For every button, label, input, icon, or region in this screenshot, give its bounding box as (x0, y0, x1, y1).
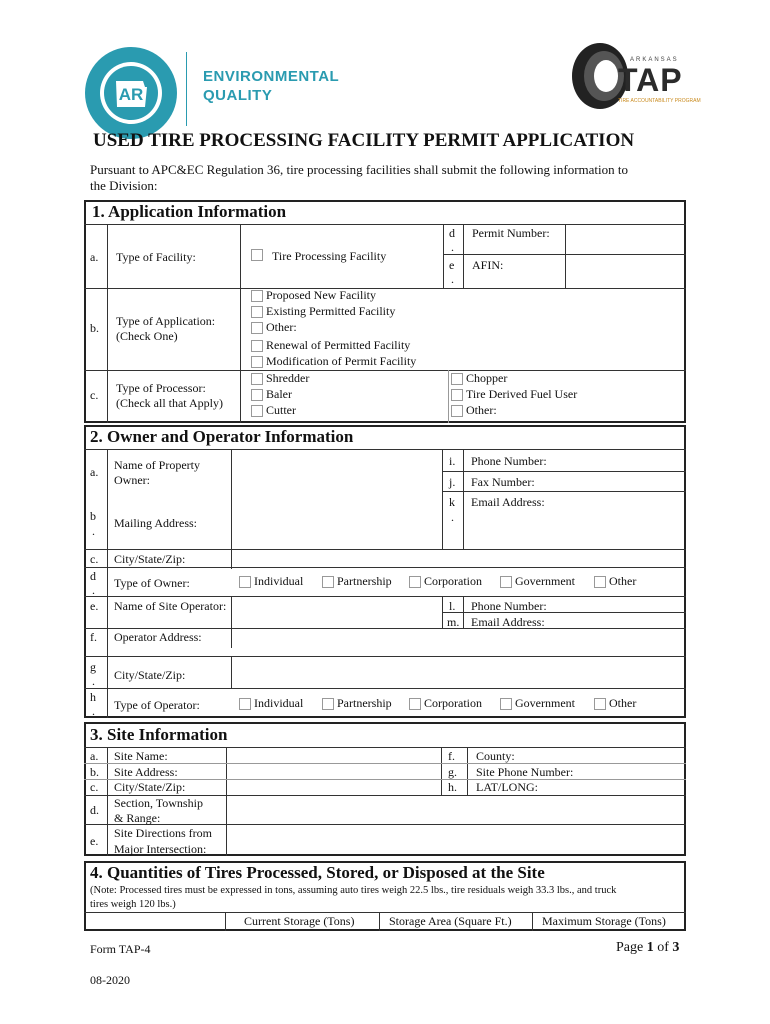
s3-right-letter-0: f. (448, 749, 455, 763)
section1-heading: 1. Application Information (92, 202, 287, 221)
tap-logo-title: TAP (618, 62, 683, 98)
s2-m-letter: m. (447, 615, 460, 629)
s3-directions-label-1: Site Directions from (114, 826, 212, 840)
section3-heading: 3. Site Information (90, 725, 228, 744)
footer-page-total: 3 (672, 940, 680, 955)
s2-owner-type-1-label: Partnership (337, 574, 392, 588)
s2-owner-name-label-2: Owner: (114, 473, 150, 487)
s1-processor-right-2-checkbox[interactable] (451, 405, 463, 417)
s4-col-current-storage: Current Storage (Tons) (244, 914, 355, 928)
s1-application-option-4-checkbox[interactable] (251, 356, 263, 368)
s4-col-max-storage: Maximum Storage (Tons) (542, 914, 666, 928)
s1-processor-left-2-checkbox[interactable] (251, 405, 263, 417)
s1-facility-type-checkbox[interactable] (251, 249, 263, 261)
s1-processor-left-2-label: Cutter (266, 403, 296, 417)
tap-logo-state: ARKANSAS (630, 57, 679, 63)
s2-h-letter-dot: . (92, 704, 95, 718)
s2-e-letter: e. (90, 599, 99, 613)
s1-application-option-3-label: Renewal of Permitted Facility (266, 338, 411, 352)
deq-seal-logo (83, 45, 179, 141)
dept-name-line1: ENVIRONMENTAL (203, 68, 340, 85)
s1-processor-left-1-label: Baler (266, 387, 292, 401)
s2-i-letter: i. (449, 454, 456, 468)
s4-note-line-1: (Note: Processed tires must be expressed in tons, assuming auto tires weigh 22.5 lbs., tire residuals weigh 33.3 lbs., and truck (90, 885, 617, 896)
s1-application-type-label-1: Type of Application: (116, 314, 216, 328)
footer-page-of: of (657, 940, 669, 955)
s2-k-letter-dot: . (451, 510, 454, 524)
s4-col-storage-area: Storage Area (Square Ft.) (389, 914, 512, 928)
s1-application-option-1-checkbox[interactable] (251, 306, 263, 318)
s2-operator-type-2-label: Corporation (424, 696, 482, 710)
s2-h-letter: h (90, 690, 96, 704)
logo-divider (186, 52, 187, 126)
s2-operator-type-2-checkbox[interactable] (409, 698, 421, 710)
s2-owner-name-label-1: Name of Property (114, 458, 200, 472)
s1-afin-field[interactable] (566, 255, 684, 287)
s1-processor-right-0-checkbox[interactable] (451, 373, 463, 385)
s1-b-letter: b. (90, 321, 99, 335)
s2-b-letter-dot: . (92, 524, 95, 538)
s2-operator-city-label: City/State/Zip: (114, 668, 186, 682)
intro-line-1: Pursuant to APC&EC Regulation 36, tire processing facilities shall submit the following information to (90, 162, 629, 177)
s2-owner-type-4-checkbox[interactable] (594, 576, 606, 588)
s2-owner-email-label: Email Address: (471, 495, 545, 509)
footer-page-current: 1 (646, 940, 654, 955)
s2-f-letter: f. (90, 630, 97, 644)
s3-right-letter-1: g. (448, 765, 457, 779)
s2-operator-type-4-label: Other (609, 696, 637, 710)
s1-application-option-3-checkbox[interactable] (251, 340, 263, 352)
s2-owner-type-3-checkbox[interactable] (500, 576, 512, 588)
s3-right-label-0: County: (476, 749, 515, 763)
s3-left-letter-0: a. (90, 749, 99, 763)
s2-owner-phone-label: Phone Number: (471, 454, 547, 468)
s1-permit-number-field[interactable] (566, 225, 684, 253)
tap-logo-subtitle: TIRE ACCOUNTABILITY PROGRAM (618, 98, 701, 104)
s2-operator-type-label: Type of Operator: (114, 698, 200, 712)
s3-right-letter-2: h. (448, 780, 457, 794)
s1-application-option-2-checkbox[interactable] (251, 322, 263, 334)
s3-section-township-label-1: Section, Township (114, 796, 203, 810)
s2-owner-type-0-label: Individual (254, 574, 304, 588)
s1-processor-right-0-label: Chopper (466, 371, 508, 385)
s2-operator-type-4-checkbox[interactable] (594, 698, 606, 710)
s3-left-label-0: Site Name: (114, 749, 168, 763)
s2-owner-name-field[interactable] (232, 450, 441, 498)
s1-c-letter: c. (90, 388, 99, 402)
footer-page-number (616, 940, 679, 956)
s2-owner-type-4-label: Other (609, 574, 637, 588)
s3-left-letter-2: c. (90, 780, 99, 794)
s1-permit-number-label: Permit Number: (472, 226, 550, 240)
s1-processor-type-label-2: (Check all that Apply) (116, 396, 223, 410)
s3-right-label-1: Site Phone Number: (476, 765, 574, 779)
s3-left-label-2: City/State/Zip: (114, 780, 186, 794)
s2-a-letter: a. (90, 465, 99, 479)
s2-d-letter-dot: . (92, 583, 95, 597)
s2-owner-type-1-checkbox[interactable] (322, 576, 334, 588)
s2-owner-fax-label: Fax Number: (471, 475, 535, 489)
s2-operator-type-1-checkbox[interactable] (322, 698, 334, 710)
s3-right-label-2: LAT/LONG: (476, 780, 538, 794)
s1-processor-left-0-checkbox[interactable] (251, 373, 263, 385)
s1-d-letter-dot: . (451, 240, 454, 254)
svg-text:AR: AR (118, 85, 144, 104)
s2-g-letter: g (90, 660, 96, 674)
s1-facility-type-label: Type of Facility: (116, 250, 196, 264)
s1-application-option-0-checkbox[interactable] (251, 290, 263, 302)
footer-form-number: Form TAP-4 (90, 942, 151, 956)
s2-operator-address-label: Operator Address: (114, 630, 202, 644)
s2-operator-type-0-checkbox[interactable] (239, 698, 251, 710)
s2-owner-type-2-label: Corporation (424, 574, 482, 588)
s2-owner-type-label: Type of Owner: (114, 576, 190, 590)
s2-c-letter: c. (90, 552, 99, 566)
s3-directions-label-2: Major Intersection: (114, 842, 207, 856)
s2-owner-type-2-checkbox[interactable] (409, 576, 421, 588)
s1-d-letter: d (449, 226, 455, 240)
section2-heading: 2. Owner and Operator Information (90, 427, 354, 446)
s1-facility-type-option: Tire Processing Facility (272, 249, 387, 263)
s2-mailing-address-field[interactable] (232, 500, 441, 548)
s2-b-letter: b (90, 509, 96, 523)
s2-operator-name-label: Name of Site Operator: (114, 599, 227, 613)
s2-operator-type-1-label: Partnership (337, 696, 392, 710)
s2-operator-type-3-label: Government (515, 696, 575, 710)
s2-owner-city-label: City/State/Zip: (114, 552, 186, 566)
s1-application-option-0-label: Proposed New Facility (266, 288, 376, 302)
s2-k-letter: k (449, 495, 455, 509)
s3-section-township-label-2: & Range: (114, 811, 161, 825)
s2-l-letter: l. (449, 599, 456, 613)
s3-left-label-1: Site Address: (114, 765, 178, 779)
s2-owner-type-3-label: Government (515, 574, 575, 588)
s2-operator-type-3-checkbox[interactable] (500, 698, 512, 710)
s2-operator-email-label: Email Address: (471, 615, 545, 629)
s1-afin-label: AFIN: (472, 258, 504, 272)
s1-application-option-4-label: Modification of Permit Facility (266, 354, 417, 368)
s2-mailing-address-label: Mailing Address: (114, 516, 197, 530)
s1-e-letter: e (449, 258, 455, 272)
dept-name-line2: QUALITY (203, 87, 273, 104)
s1-a-letter: a. (90, 250, 99, 264)
s3-left-letter-1: b. (90, 765, 99, 779)
footer-date: 08-2020 (90, 973, 130, 987)
s1-processor-type-label-1: Type of Processor: (116, 381, 206, 395)
page-title: USED TIRE PROCESSING FACILITY PERMIT APPLICATION (93, 130, 635, 151)
s2-operator-type-0-label: Individual (254, 696, 304, 710)
section4-heading: 4. Quantities of Tires Processed, Stored, or Disposed at the Site (90, 863, 545, 882)
s1-processor-right-1-label: Tire Derived Fuel User (466, 387, 578, 401)
s4-note-line-2: tires weigh 120 lbs.) (90, 899, 176, 910)
s1-processor-right-2-label: Other: (466, 403, 497, 417)
s2-d-letter: d (90, 569, 96, 583)
s1-processor-left-0-label: Shredder (266, 371, 310, 385)
s1-application-option-2-label: Other: (266, 320, 297, 334)
s1-e-letter-dot: . (451, 272, 454, 286)
s1-processor-left-1-checkbox[interactable] (251, 389, 263, 401)
footer-page-word: Page (616, 940, 644, 955)
s3-d-letter: d. (90, 803, 99, 817)
s2-owner-type-0-checkbox[interactable] (239, 576, 251, 588)
s2-operator-phone-label: Phone Number: (471, 599, 547, 613)
s1-application-type-label-2: (Check One) (116, 329, 178, 343)
s2-g-letter-dot: . (92, 674, 95, 688)
s1-processor-right-1-checkbox[interactable] (451, 389, 463, 401)
s3-e-letter: e. (90, 834, 99, 848)
intro-line-2: the Division: (90, 178, 158, 193)
s1-application-option-1-label: Existing Permitted Facility (266, 304, 396, 318)
s2-j-letter: j. (449, 475, 456, 489)
